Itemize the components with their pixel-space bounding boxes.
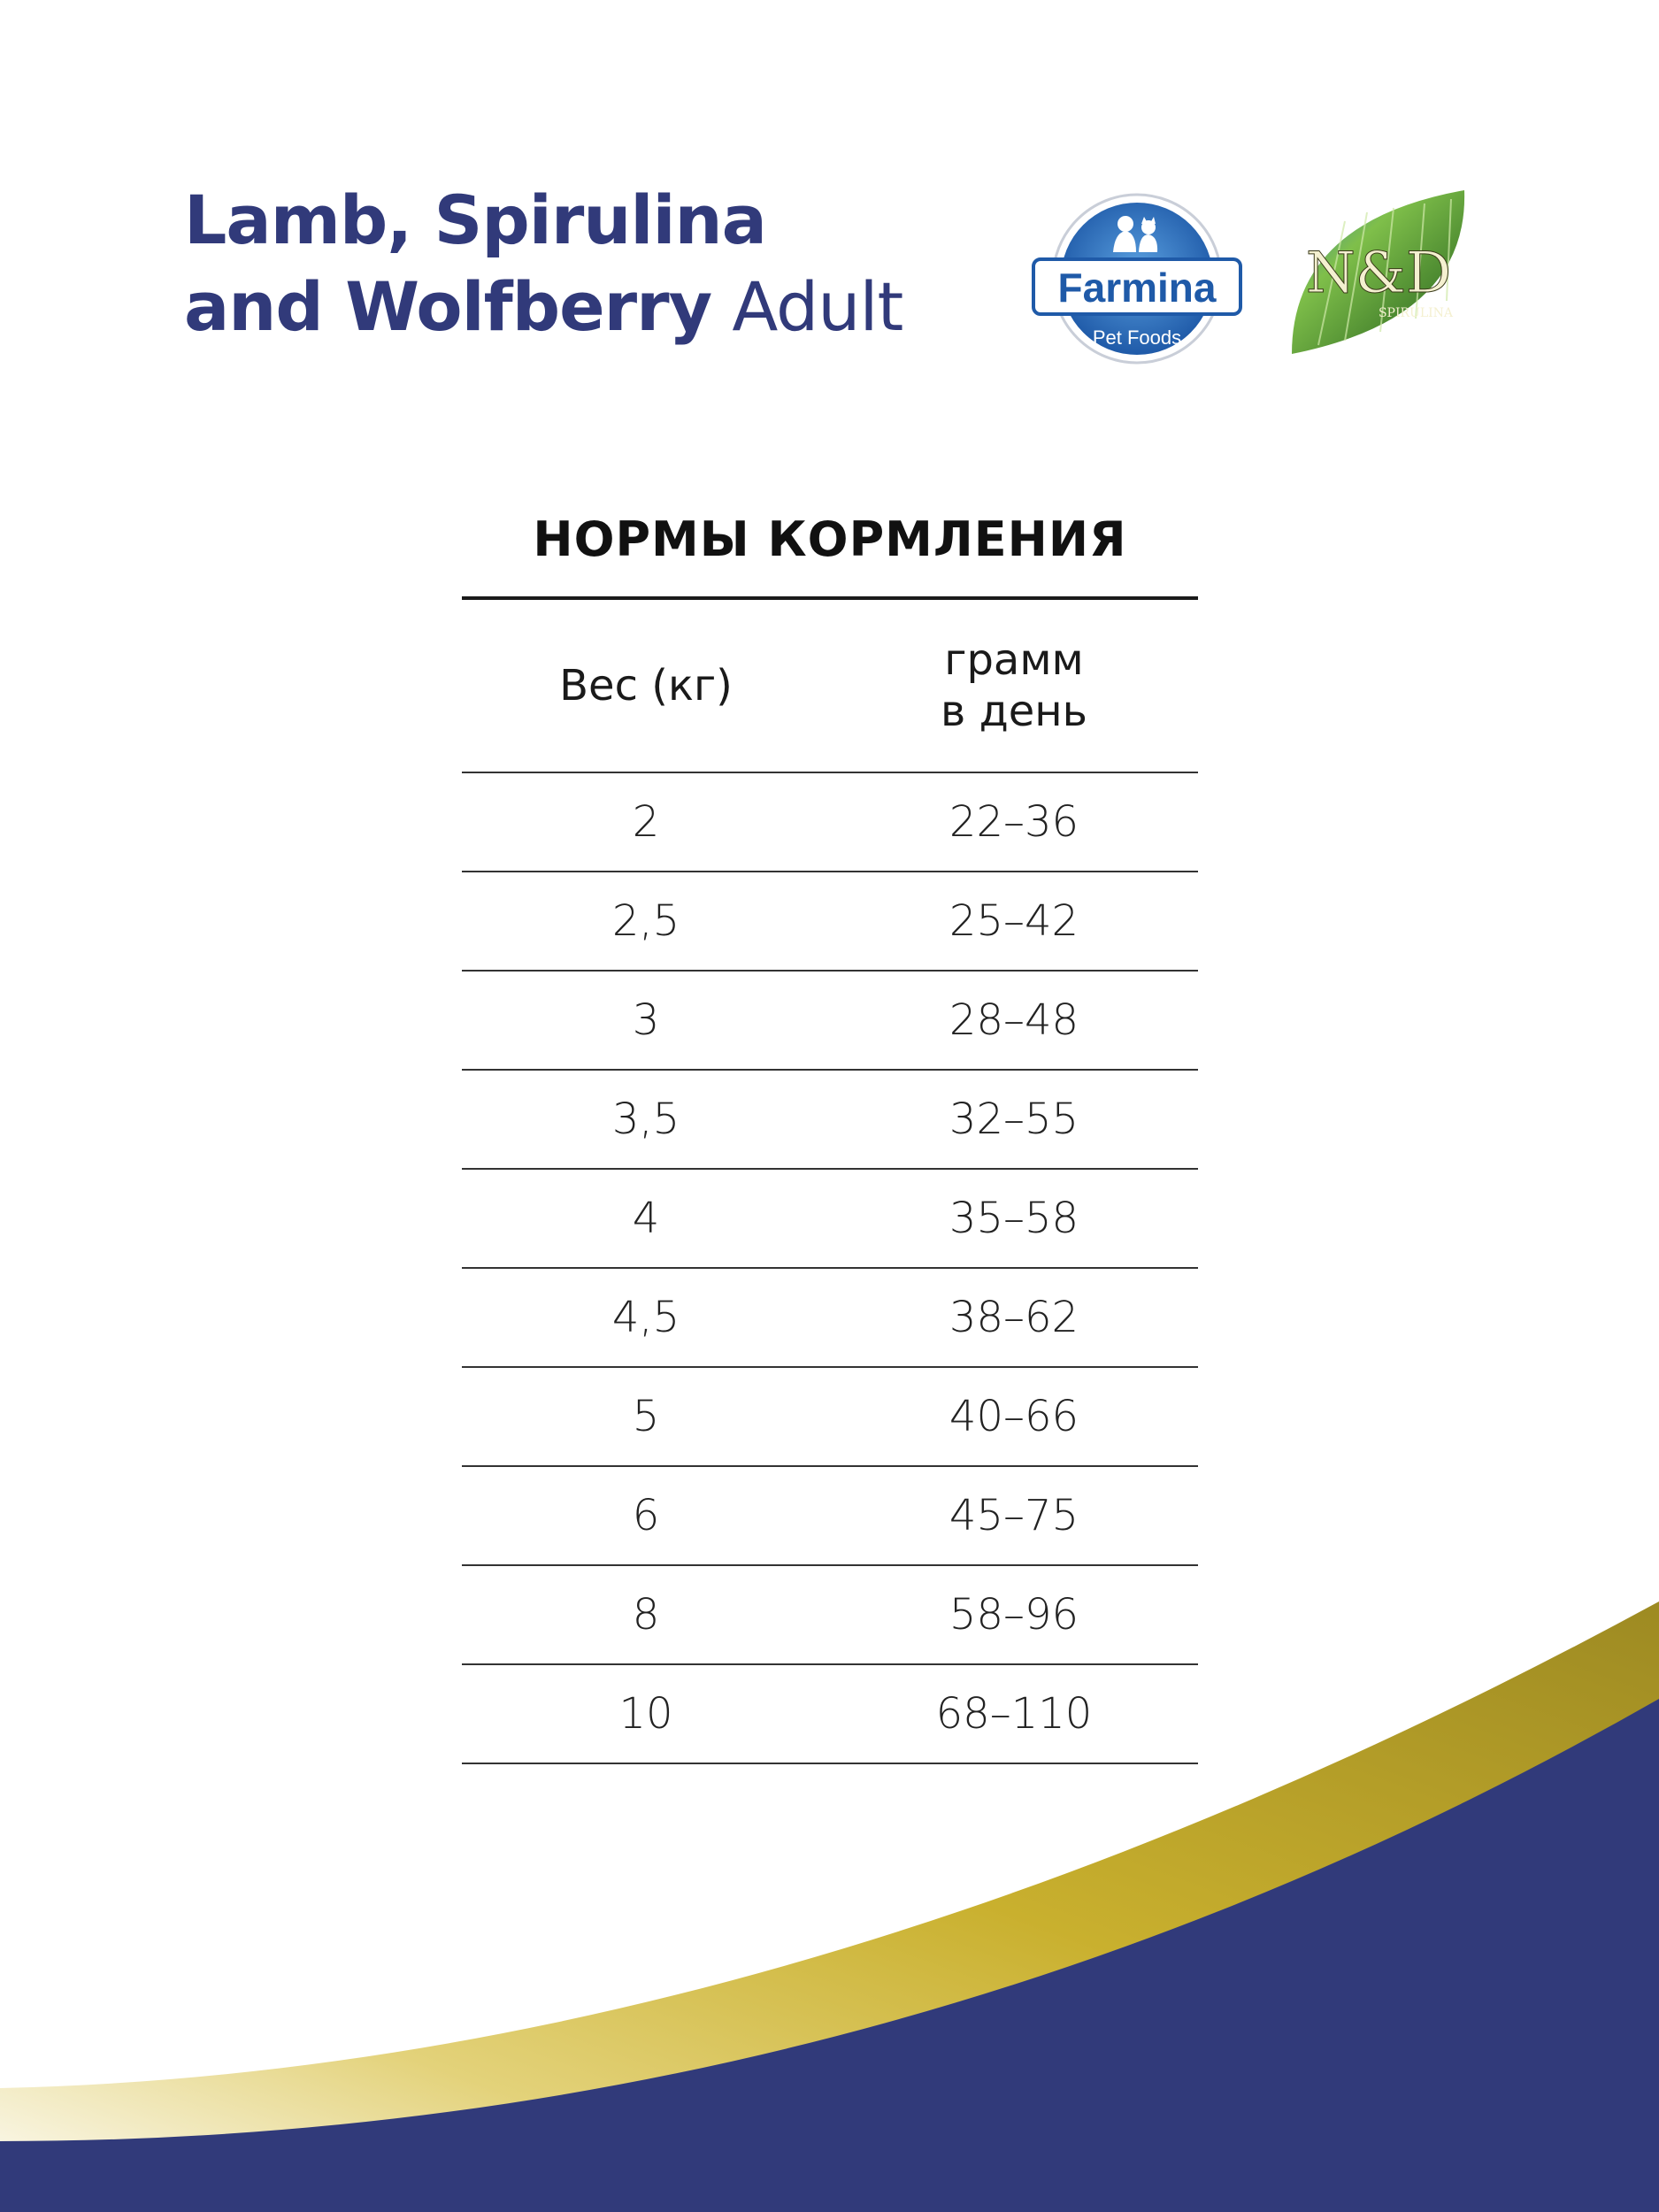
weight-cell: 8	[632, 1590, 660, 1640]
table-row	[462, 872, 1198, 972]
product-title-line2	[184, 264, 902, 350]
weight-cell: 2	[632, 797, 660, 847]
table-row	[462, 773, 1198, 872]
svg-text:Farmina: Farmina	[1057, 265, 1217, 311]
table-header-row	[462, 600, 1198, 773]
feeding-table-title: НОРМЫ КОРМЛЕНИЯ	[533, 511, 1127, 567]
grams-cell: 40–66	[949, 1392, 1079, 1441]
weight-cell: 4,5	[611, 1293, 680, 1342]
grams-cell: 25–42	[949, 896, 1079, 946]
product-title-line1: Lamb, Spirulina	[184, 180, 766, 259]
weight-cell: 10	[618, 1689, 673, 1739]
product-title-line2-light: Adult	[711, 267, 903, 346]
farmina-logo	[1026, 190, 1248, 380]
weight-cell: 3	[632, 995, 660, 1045]
grams-cell: 32–55	[949, 1094, 1079, 1144]
grams-cell: 58–96	[949, 1590, 1079, 1640]
weight-cell: 6	[632, 1491, 660, 1540]
header-grams-line2: в день	[941, 687, 1087, 736]
table-row	[462, 1170, 1198, 1269]
table-row	[462, 1071, 1198, 1170]
product-title	[184, 177, 902, 350]
weight-cell: 5	[632, 1392, 660, 1441]
product-title-line2-bold: and Wolfberry	[184, 267, 712, 346]
weight-cell: 2,5	[611, 896, 680, 946]
header-grams	[830, 634, 1198, 737]
table-row	[462, 1368, 1198, 1467]
weight-cell: 3,5	[611, 1094, 680, 1144]
weight-cell: 4	[632, 1194, 660, 1243]
table-row	[462, 972, 1198, 1071]
grams-cell: 38–62	[949, 1293, 1079, 1342]
svg-text:N&D: N&D	[1305, 241, 1452, 306]
grams-cell: 22–36	[949, 797, 1079, 847]
header-weight: Вес (кг)	[559, 661, 733, 710]
nd-spirulina-logo	[1283, 186, 1473, 358]
svg-text:Pet Foods: Pet Foods	[1092, 326, 1182, 349]
table-row	[462, 1467, 1198, 1566]
grams-cell: 35–58	[949, 1194, 1079, 1243]
grams-cell: 45–75	[949, 1491, 1079, 1540]
header-grams-line1: грамм	[944, 635, 1084, 685]
svg-text:SPIRULINA: SPIRULINA	[1378, 306, 1454, 320]
decorative-wave	[0, 1575, 1659, 2212]
grams-cell: 28–48	[949, 995, 1079, 1045]
grams-cell: 68–110	[935, 1689, 1093, 1739]
table-row	[462, 1269, 1198, 1368]
